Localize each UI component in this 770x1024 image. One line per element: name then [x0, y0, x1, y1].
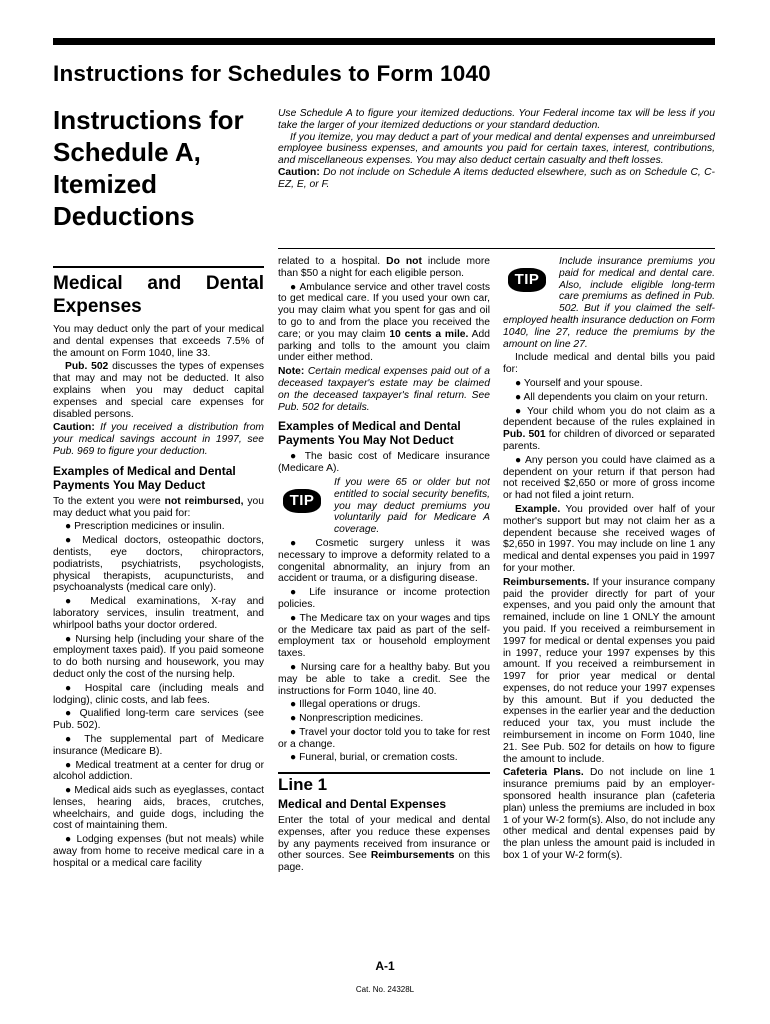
list-item: ● Illegal operations or drugs.	[290, 699, 421, 711]
line1-paragraph	[278, 815, 490, 874]
b1-pre: Ambulance service and other travel costs to get medical care. If you used your own car, you may claim what you spent for gas and oil to go to and from the place you received the care; or you may claim	[278, 281, 491, 340]
list-item: ● Lodging expenses (but not meals) while away from home to receive medical care in a hospital or a medical care facility	[53, 834, 264, 869]
note-text: Certain medical expenses paid out of a deceased taxpayer's estate may be claimed on the deceased taxpayer's final return. See Pub. 502 for details.	[278, 366, 490, 413]
bullet-text: Lodging expenses (but not meals) while away from home to receive medical care in a hospital or a medical care facility	[53, 834, 264, 869]
example-paragraph	[503, 504, 715, 575]
bullet-text: Cosmetic surgery unless it was necessary to improve a deformity related to a congenital abnormality, an injury from an accident or trauma, or a disfiguring disease.	[278, 537, 490, 585]
top-rule	[53, 38, 715, 45]
line1-bold: Reimbursements	[370, 850, 455, 862]
bullet-text: Medical doctors, osteopathic doctors, dentists, eye doctors, chiropractors, podiatrists, psychiatrists, psychologists, physical therapists, acupuncturists, and psychoanalysts (medical care only).	[53, 535, 264, 594]
may-not-deduct-subheading: Examples of Medical and Dental Payments You May Not Deduct	[278, 419, 461, 448]
b1-bold: 10 cents a mile.	[389, 328, 469, 340]
p3-post: you may deduct what you paid for:	[53, 495, 265, 519]
column-1	[53, 266, 264, 872]
bullet-text: Prescription medicines or insulin.	[74, 521, 225, 533]
caution-text: Do not include on Schedule A items deducted elsewhere, such as on Schedule C, C-EZ, E, or F.	[278, 166, 715, 190]
list-item: ● Medical examinations, X-ray and laboratory services, insulin treatment, and whirlpool baths your doctor ordered.	[53, 596, 264, 631]
list-item: ● Hospital care (including meals and lodging), clinic costs, and lab fees.	[53, 682, 264, 706]
column-3	[503, 256, 715, 864]
tip-text: If you were 65 or older but not entitled to social security benefits, you may deduct premiums you voluntarily paid for Medicare A coverage.	[334, 476, 490, 536]
list-item: ● Travel your doctor told you to take for rest or a change.	[278, 726, 490, 750]
page-number: A-1	[375, 959, 395, 973]
col1-paragraph-2	[53, 361, 264, 420]
list-item: ● Prescription medicines or insulin.	[65, 521, 225, 533]
col1-paragraph-1: You may deduct only the part of your medical and dental expenses that exceeds 7.5% of the amount on Form 1040, line 33.	[53, 324, 264, 359]
intro-paragraph-1: Use Schedule A to figure your itemized deductions. Your Federal income tax will be less if you take the larger of your itemized deductions or your standard deduction.	[278, 108, 715, 131]
list-item: ● All dependents you claim on your return.	[515, 391, 708, 403]
bullet-text: Nursing care for a healthy baby. But you may be able to take a credit. See the instructions for Form 1040, line 40.	[278, 661, 490, 697]
col2-paragraph-1	[278, 256, 490, 280]
tip-box	[278, 477, 490, 538]
bullet-text: Funeral, burial, or cremation costs.	[299, 752, 458, 764]
caution-label: Caution:	[278, 166, 320, 178]
p3-pre: To the extent you were	[53, 495, 165, 507]
list-item: ● Nonprescription medicines.	[290, 713, 424, 725]
bullet-text: All dependents you claim on your return.	[523, 391, 708, 403]
b3-post: for children of divorced or separated parents.	[503, 429, 716, 452]
note-label: Note:	[278, 366, 305, 378]
tip-box	[503, 256, 715, 352]
cafeteria-paragraph	[503, 767, 715, 861]
col1-paragraph-3	[53, 496, 264, 520]
b3-bold: Pub. 501	[503, 429, 546, 441]
bullet-text: Medical examinations, X-ray and laboratory services, insulin treatment, and whirlpool baths your doctor ordered.	[53, 596, 264, 631]
list-item: ● Yourself and your spouse.	[515, 377, 643, 389]
medical-dental-heading: Medical and Dental Expenses	[53, 266, 264, 318]
p1-post: include more than $50 a night for each eligible person.	[278, 256, 490, 279]
tip-label: TIP	[508, 268, 547, 292]
col1-caution	[53, 422, 264, 457]
intro-paragraph-2: If you itemize, you may deduct a part of your medical and dental expenses and unreimbursed employee business expenses, and amounts you paid for certain taxes, interest, contributions, and miscellaneous expenses. You may also deduct certain casualty and theft losses.	[278, 131, 715, 167]
line1-post: on this page.	[278, 850, 491, 874]
list-item: ● Any person you could have claimed as a dependent on your return if that person had not received $2,650 or more of gross income or had not filed a joint return.	[503, 454, 715, 502]
may-deduct-subheading: Examples of Medical and Dental Payments You May Deduct	[53, 463, 236, 492]
bullet-text: Yourself and your spouse.	[523, 377, 643, 389]
p1-pre: related to a hospital.	[278, 256, 387, 267]
bullet-text: Life insurance or income protection policies.	[278, 587, 490, 610]
list-item: ● Nursing care for a healthy baby. But you may be able to take a credit. See the instructions for Form 1040, line 40.	[278, 661, 490, 697]
tip-icon	[503, 258, 551, 302]
bullet-text: Medical aids such as eyeglasses, contact lenses, hearing aids, braces, crutches, wheelchairs, and guide dogs, including the cost of maintaining them.	[53, 785, 264, 832]
list-item: ● Qualified long-term care services (see Pub. 502).	[53, 708, 264, 732]
reimbursements-paragraph	[503, 577, 715, 766]
list-item: ● Life insurance or income protection policies.	[278, 587, 490, 610]
intro-caution	[278, 167, 715, 191]
bullet-text: Illegal operations or drugs.	[299, 699, 421, 711]
list-item: ● The basic cost of Medicare insurance (Medicare A).	[278, 451, 490, 475]
b3-pre: Your child whom you do not claim as a dependent because of the rules explained in	[503, 405, 715, 429]
bullet-text: Nonprescription medicines.	[299, 713, 424, 725]
bullet-text: Nursing help (including your share of the employment taxes paid). If you paid someone to do both nursing and housework, you may deduct only the cost of the nursing help.	[53, 633, 264, 680]
bullet-text: Any person you could have claimed as a dependent on your return if that person had not received $2,650 or more of gross income or had not filed a joint return.	[503, 454, 715, 502]
cafeteria-label: Cafeteria Plans.	[503, 767, 584, 779]
bullet-text: Qualified long-term care services (see Pub. 502).	[53, 708, 264, 732]
b1-post: Add parking and tolls to the amount you claim under either method.	[278, 328, 490, 364]
bullet-text: Hospital care (including meals and lodging), clinic costs, and lab fees.	[53, 682, 264, 706]
reimbursements-label: Reimbursements.	[503, 576, 590, 588]
list-item: ● The Medicare tax on your wages and tips or the Medicare tax paid as part of the self-employment tax or household employment taxes.	[278, 612, 490, 660]
page-title: Instructions for Schedules to Form 1040	[53, 61, 491, 86]
tip-icon	[278, 479, 326, 523]
list-item: ● Medical treatment at a center for drug or alcohol addiction.	[53, 759, 264, 783]
bullet-text: Medical treatment at a center for drug or alcohol addiction.	[53, 759, 264, 783]
pub502-ref: Pub. 502	[65, 361, 109, 373]
intro-section	[278, 108, 715, 191]
reimbursements-text: If your insurance company paid the provider directly for part of your expenses, and you paid only the amount that remained, include on line 1 ONLY the amount you paid. If you received a reimbursement in 1997 for medical or dental expenses you paid in 1997, reduce your 1997 expenses by this amount. If you received a reimbursement in 1997 for prior year medical or dental expenses, do not reduce your 1997 expenses by this amount. But if you deducted the expenses in the earlier year and the deduction reduced your tax, you must include the reimbursement in income on Form 1040, line 21. See Pub. 502 for details on how to figure the amount to include.	[503, 576, 715, 765]
line1-subheading: Medical and Dental Expenses	[278, 797, 447, 812]
p3-bold: not reimbursed,	[164, 495, 244, 507]
list-item: ● Medical doctors, osteopathic doctors, dentists, eye doctors, chiropractors, podiatrists, psychiatrists, psychologists, physical therapists, acupuncturists, and psychoanalysts (medical care only).	[53, 535, 264, 594]
caution-label: Caution:	[53, 422, 95, 434]
p1-bold: Do not	[386, 256, 422, 267]
list-item: ● Funeral, burial, or cremation costs.	[290, 752, 458, 764]
example-text: You provided over half of your mother's support but may not claim her as a dependent because she received wages of $2,650 in 1997. You may include on line 1 any medical and dental expenses you paid in 1997 for your mother.	[503, 503, 715, 574]
schedule-title: Instructions for Schedule A, Itemized Deductions	[53, 105, 244, 231]
caution-text: If you received a distribution from your medical savings account in 1997, see Pub. 969 to figure your deduction.	[53, 422, 264, 457]
bullet-text: The basic cost of Medicare insurance (Medicare A).	[278, 451, 490, 475]
column-2	[278, 256, 490, 876]
bullet-text: The supplemental part of Medicare insurance (Medicare B).	[53, 733, 264, 757]
catalog-number: Cat. No. 24328L	[355, 985, 415, 994]
list-item: ● Your child whom you do not claim as a dependent because of the rules explained in Pub. 501 for children of divorced or separated parents.	[503, 405, 716, 452]
example-label: Example.	[515, 503, 561, 515]
bullet-text: The Medicare tax on your wages and tips or the Medicare tax paid as part of the self-employment tax or household employment taxes.	[278, 612, 490, 660]
list-item: ● Ambulance service and other travel costs to get medical care. If you used your own car, you may claim what you spent for gas and oil to go to and from the place you received the care; or you may claim 10 cents a mile. Add parking and tolls to the amount you claim under either method.	[278, 281, 491, 364]
list-item: ● Nursing help (including your share of the employment taxes paid). If you paid someone to do both nursing and housework, you may deduct only the cost of the nursing help.	[53, 633, 264, 680]
col1-paragraph-2-text: discusses the types of expenses that may and may not be deducted. It also explains when you may deduct capital expenses and special care expenses for disabled persons.	[53, 361, 264, 420]
line1-pre: Enter the total of your medical and dental expenses, after you reduce these expenses by any payments received from insurance or other sources. See	[278, 815, 490, 862]
col2-note	[278, 366, 490, 413]
list-item: ● Medical aids such as eyeglasses, contact lenses, hearing aids, braces, crutches, wheelchairs, and guide dogs, including the cost of maintaining them.	[53, 785, 264, 832]
tip-text: Include insurance premiums you paid for medical and dental care. Also, include eligible long-term care premiums as defined in Pub. 502. But if you claimed the self-employed health insurance deduction on Form 1040, line 27, reduce the premiums by the amount on line 27.	[503, 256, 715, 350]
cafeteria-text: Do not include on line 1 insurance premiums paid by an employer-sponsored health insurance plan (cafeteria plan) unless the premiums are included in box 1 of your W-2 form(s). Also, do not include any other medical and dental expenses paid by the plan unless the amount paid is included in box 1 of your W-2 form(s).	[503, 767, 716, 862]
list-item: ● Cosmetic surgery unless it was necessary to improve a deformity related to a congenital abnormality, an injury from an accident or trauma, or a disfiguring disease.	[278, 537, 490, 585]
intro-rule	[278, 248, 715, 249]
bullet-text: Travel your doctor told you to take for rest or a change.	[278, 726, 490, 750]
list-item: ● The supplemental part of Medicare insurance (Medicare B).	[53, 733, 264, 757]
col3-paragraph-1: Include medical and dental bills you paid for:	[503, 352, 715, 376]
line1-heading: Line 1	[278, 772, 490, 791]
tip-label: TIP	[283, 489, 322, 513]
